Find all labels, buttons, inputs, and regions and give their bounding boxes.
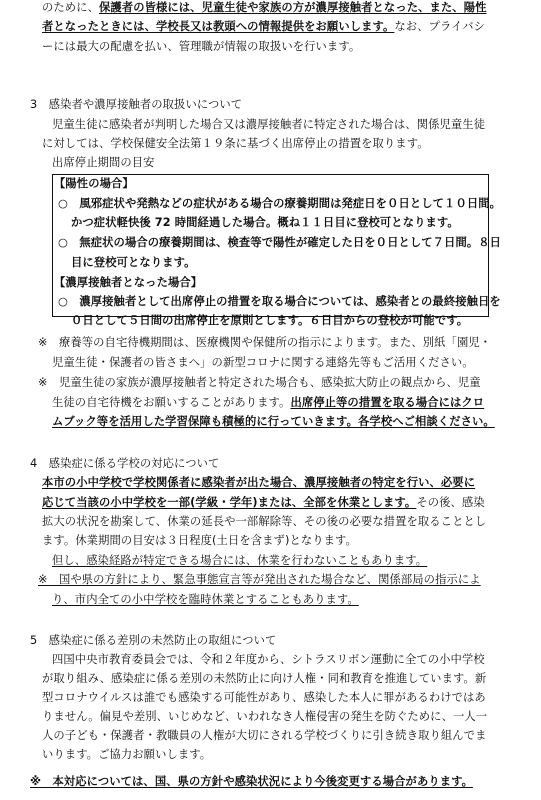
school-closure-line: ます。休業期間の目安は３日程度(土日を含まず)となります。 — [42, 534, 357, 547]
infection-route-exception: 但し、感染経路が特定できる場合には、休業を行わないこともあります。 — [52, 554, 428, 567]
section-4-heading: 4 感染症に係る学校の対応について — [30, 457, 220, 470]
school-closure-line: 拡大の状況を勘案して、休業の延長や一部解除等、その後の必要な措置を取ることとし — [42, 515, 487, 528]
policy-change-note: ※ 本対応については、国、県の方針や感染状況により今後変更する場合があります。 — [30, 775, 474, 788]
intro-line-2: 者となったときには、学校長又は教頭への情報提供をお願いします。なお、プライバシ — [42, 20, 486, 33]
close-contact-rule: ○ 濃厚接触者として出席停止の措置を取る場合については、感染者との最終接触日を — [58, 295, 501, 308]
note-home-wait: ※ 療養等の自宅待機期間は、医療機関や保健所の指示によります。また、別紙「園児・ — [38, 336, 492, 349]
intro-line-3: ーには最大の配慮を払い、管理職が情報の取扱いを行います。 — [42, 40, 361, 53]
emergency-closure-note: り、市内全ての小中学校を臨時休業とすることもあります。 — [52, 593, 359, 606]
section-5-paragraph: 四国中央市教育委員会では、令和２年度から、シトラスリボン運動に全ての小中学校 — [52, 653, 485, 666]
section-3-paragraph: 児童生徒に感染者が判明した場合又は濃厚接触者に特定された場合は、関係児童生徒 — [52, 118, 486, 131]
section-3-paragraph: に対しては、学校保健安全法第１９条に基づく出席停止の措置を取ります。 — [42, 137, 429, 150]
section-5-paragraph: いります。ご協力お願いします。 — [42, 748, 212, 761]
symptomatic-rule: ○ 風邪症状や発熱などの症状がある場合の療養期間は発症日を０日として１０日間。 — [58, 197, 502, 210]
asymptomatic-rule: 目に登校可となります。 — [71, 256, 196, 269]
section-5-paragraph: 型コロナウイルスは誰でも感染する可能性があり、感染した本人に罪があるわけではあ — [42, 691, 486, 704]
positive-case-heading: 【陽性の場合】 — [54, 177, 134, 190]
absence-period-label: 出席停止期間の目安 — [52, 156, 155, 169]
asymptomatic-rule: ○ 無症状の場合の療養期間は、検査等で陽性が確定した日を０日として７日間。８日 — [58, 236, 502, 249]
request-info-text: 保護者の皆様には、児童生徒や家族の方が濃厚接触者となった、また、陽性 — [99, 1, 487, 14]
request-info-text: 者となったときには、学校長又は教頭への情報提供をお願いします。 — [42, 20, 395, 33]
section-3-heading: 3 感染者や濃厚接触者の取扱いについて — [30, 98, 243, 111]
section-5-paragraph: りません。偏見や差別、いじめなど、いわれなき人権侵害の発生を防ぐために、一人一 — [42, 710, 488, 723]
intro-line-1: のために、保護者の皆様には、児童生徒や家族の方が濃厚接触者となった、また、陽性 — [42, 1, 487, 14]
chromebook-support-text: ムブック等を活用した学習保障も積極的に行っていきます。各学校へご相談ください。 — [52, 415, 495, 428]
section-5-paragraph: 人の子ども・保護者・教職員の人権が大切にされる学校づくりに引き続き取り組んでま — [42, 729, 487, 742]
note-home-wait: 児童生徒・保護者の皆さまへ」の新型コロナに関する連絡先等もご活用ください。 — [52, 356, 474, 369]
school-closure-line: 応じて当該の小中学校を一部(学級・学年)または、全部を休業とします。その後、感染 — [42, 496, 485, 509]
section-5-heading: 5 感染症に係る差別の未然防止の取組について — [30, 634, 277, 647]
symptomatic-rule: かつ症状軽快後 72 時間経過した場合。概ね１１日目に登校可となります。 — [71, 216, 459, 229]
emergency-closure-note: ※ 国や県の方針により、緊急事態宣言等が発出された場合など、関係部局の指示によ — [38, 573, 481, 586]
chromebook-support-text: 出席停止等の措置を取る場合にはクロ — [290, 396, 485, 409]
note-family-contact: ※ 児童生徒の家族が濃厚接触者と特定された場合も、感染拡大防止の観点から、児童 — [38, 376, 481, 389]
close-contact-rule: ０日として５日間の出席停止を原則とします。６日目からの登校が可能です。 — [71, 314, 469, 327]
school-closure-policy: 本市の小中学校で学校関係者に感染者が出た場合、濃厚接触者の特定を行い、必要に — [42, 476, 476, 489]
school-closure-policy: 応じて当該の小中学校を一部(学級・学年)または、全部を休業とします。 — [42, 496, 417, 509]
note-family-contact: 生徒の自宅待機をお願いすることがあります。出席停止等の措置を取る場合にはクロ — [52, 396, 485, 409]
section-5-paragraph: が取り組み、感染症に係る差別の未然防止に向け人権・同和教育を推進しています。新 — [42, 672, 487, 685]
close-contact-heading: 【濃厚接触者となった場合】 — [54, 276, 203, 289]
